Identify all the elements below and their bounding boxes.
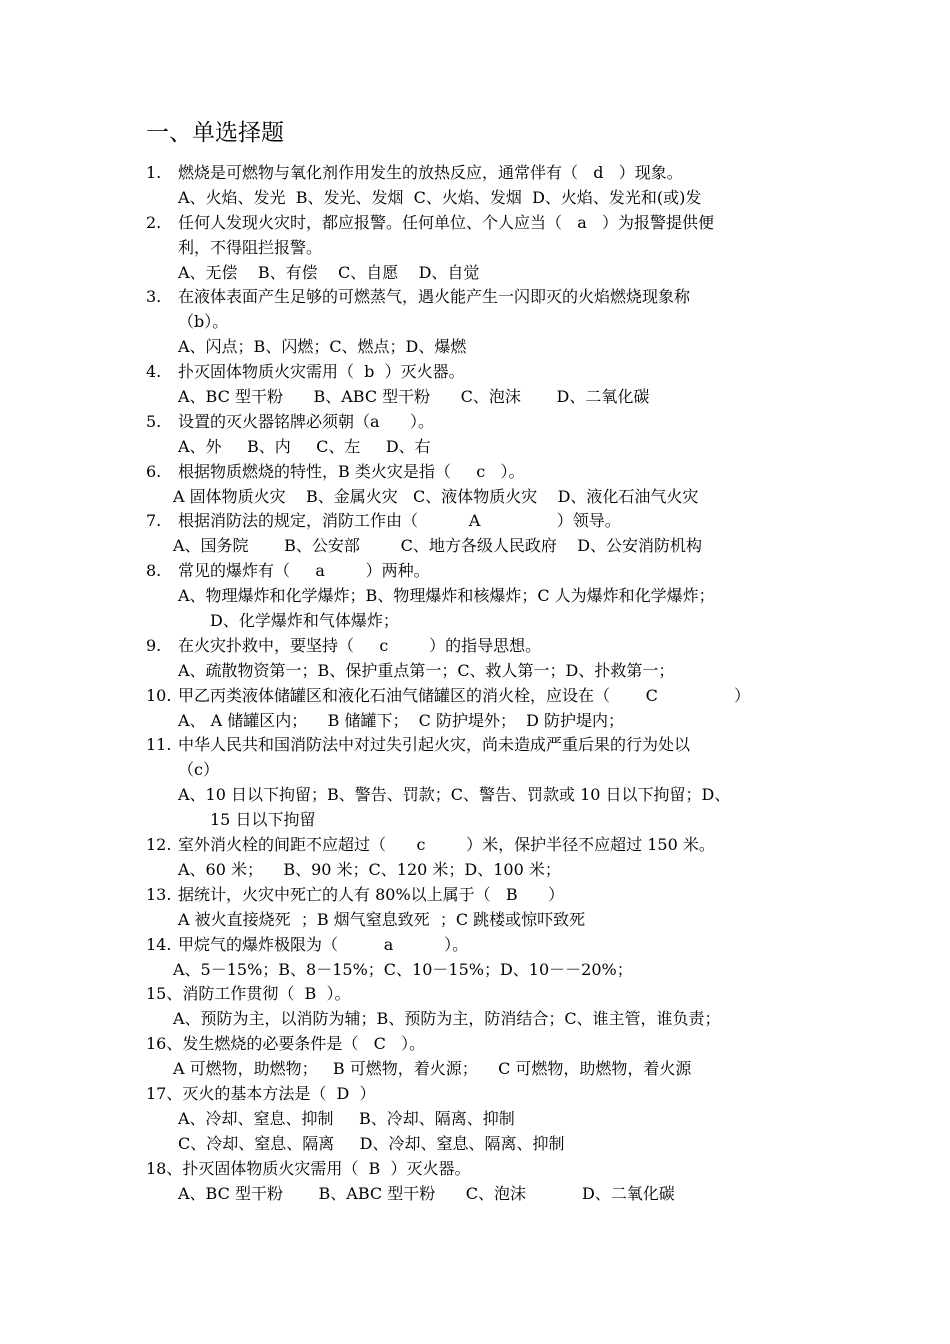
question-line [146, 211, 836, 236]
text-line [146, 310, 836, 335]
question-line [146, 410, 836, 435]
line-text: 扑灭固体物质火灾需用（ b ）灭火器。 [178, 362, 465, 382]
text-line [146, 1007, 836, 1032]
question-line [146, 933, 836, 958]
line-text: A、闪点；B、闪燃；C、燃点；D、爆燃 [178, 337, 467, 357]
question-number: 12. [146, 835, 172, 855]
text-line [146, 584, 836, 609]
text-line [146, 261, 836, 286]
section-title: 一、单选择题 [146, 120, 284, 146]
text-line [146, 958, 836, 983]
line-text: 燃烧是可燃物与氧化剂作用发生的放热反应，通常伴有（ d ）现象。 [178, 163, 683, 182]
text-line [146, 982, 836, 1007]
question-line [146, 509, 836, 534]
question-number: 8. [146, 561, 162, 581]
line-text: A、冷却、窒息、抑制 B、冷却、隔离、抑制 [178, 1108, 515, 1128]
line-text: A、BC 型干粉 B、ABC 型干粉 C、泡沫 D、二氧化碳 [178, 387, 650, 407]
text-line [146, 1132, 836, 1157]
text-line [146, 534, 836, 559]
text-line [146, 808, 836, 833]
line-text: 15、消防工作贯彻（ B ）。 [146, 984, 351, 1004]
line-text: C、冷却、窒息、隔离 D、冷却、窒息、隔离、抑制 [178, 1133, 565, 1153]
question-number: 10. [146, 685, 172, 705]
line-text: A、物理爆炸和化学爆炸；B、物理爆炸和核爆炸；C 人为爆炸和化学爆炸； [178, 586, 715, 606]
line-text: A、火焰、发光 B、发光、发烟 C、火焰、发烟 D、火焰、发光和(或)发 [178, 187, 702, 207]
line-text: 任何人发现火灾时，都应报警。任何单位、个人应当（ a ）为报警提供便 [178, 212, 715, 232]
line-text: 中华人民共和国消防法中对过失引起火灾，尚未造成严重后果的行为处以 [178, 735, 691, 755]
line-text: 在火灾扑救中，要坚持（ c ）的指导思想。 [178, 635, 542, 655]
text-line [146, 335, 836, 360]
line-text: 甲乙丙类液体储罐区和液化石油气储罐区的消火栓，应设在（ C ） [178, 685, 751, 705]
question-number: 4. [146, 362, 162, 382]
text-line [146, 485, 836, 510]
text-line [146, 858, 836, 883]
question-line [146, 360, 836, 385]
line-text: 根据消防法的规定，消防工作由（ A ）领导。 [178, 511, 621, 531]
line-text: A 固体物质火灾 B、金属火灾 C、液体物质火灾 D、液化石油气火灾 [173, 486, 699, 506]
text-line [146, 186, 836, 211]
text-line [146, 1082, 836, 1107]
question-line [146, 161, 836, 186]
text-line [146, 908, 836, 933]
line-text: A、BC 型干粉 B、ABC 型干粉 C、泡沫 D、二氧化碳 [178, 1183, 675, 1203]
question-line [146, 733, 836, 758]
line-text: 据统计，火灾中死亡的人有 80%以上属于（ B ） [178, 884, 565, 904]
question-number: 2. [146, 212, 162, 232]
text-line [146, 709, 836, 734]
text-line [146, 758, 836, 783]
question-number: 6. [146, 461, 162, 481]
line-text: 18、扑灭固体物质火灾需用（ B ）灭火器。 [146, 1158, 471, 1178]
text-line [146, 236, 836, 261]
text-line [146, 1182, 836, 1207]
line-text: 设置的灭火器铭牌必须朝（a ）。 [178, 411, 435, 431]
line-text: A 被火直接烧死 ；B 烟气窒息致死 ；C 跳楼或惊吓致死 [178, 909, 586, 929]
text-line [146, 385, 836, 410]
line-text: 根据物质燃烧的特性，B 类火灾是指（ c ）。 [178, 461, 525, 481]
line-text: 甲烷气的爆炸极限为（ a ）。 [178, 934, 469, 954]
question-number: 3. [146, 287, 162, 307]
text-line [146, 1107, 836, 1132]
text-line [146, 783, 836, 808]
line-text: 在液体表面产生足够的可燃蒸气，遇火能产生一闪即灭的火焰燃烧现象称 [178, 287, 691, 307]
line-text: A、预防为主，以消防为辅；B、预防为主，防消结合；C、谁主管，谁负责； [173, 1009, 721, 1029]
question-number: 5. [146, 411, 162, 431]
line-text: （c） [178, 760, 219, 780]
line-text: D、化学爆炸和气体爆炸； [210, 611, 399, 631]
line-text: 利，不得阻拦报警。 [178, 237, 323, 257]
text-line [146, 659, 836, 684]
text-line [146, 435, 836, 460]
line-text: A、5－15%；B、8－15%；C、10－15%；D、10－－20%； [173, 959, 633, 979]
line-text: 常见的爆炸有（ a ）两种。 [178, 561, 430, 581]
question-line [146, 833, 836, 858]
line-text: （b）。 [178, 312, 229, 332]
line-text: A、无偿 B、有偿 C、自愿 D、自觉 [178, 262, 480, 282]
text-line [146, 1057, 836, 1082]
line-text: A 可燃物，助燃物； B 可燃物，着火源； C 可燃物，助燃物，着火源 [173, 1059, 692, 1079]
question-line [146, 559, 836, 584]
question-number: 7. [146, 511, 162, 531]
question-line [146, 883, 836, 908]
question-number: 11. [146, 735, 172, 755]
question-line [146, 460, 836, 485]
question-line [146, 684, 836, 709]
text-line [146, 609, 836, 634]
text-line [146, 1157, 836, 1182]
line-text: 17、灭火的基本方法是（ D ） [146, 1083, 376, 1103]
question-number: 9. [146, 635, 162, 655]
line-text: A、疏散物资第一；B、保护重点第一；C、救人第一；D、扑救第一； [178, 660, 675, 680]
question-number: 13. [146, 884, 172, 904]
line-text: 室外消火栓的间距不应超过（ c ）米，保护半径不应超过 150 米。 [178, 835, 715, 855]
line-text: A、国务院 B、公安部 C、地方各级人民政府 D、公安消防机构 [173, 536, 703, 556]
text-line [146, 1032, 836, 1057]
question-number: 14. [146, 934, 172, 954]
question-line [146, 634, 836, 659]
line-text: 16、发生燃烧的必要条件是（ C ）。 [146, 1034, 426, 1054]
question-list [146, 161, 836, 1206]
question-line [146, 285, 836, 310]
line-text: 15 日以下拘留 [210, 810, 316, 830]
line-text: A、60 米； B、90 米；C、120 米；D、100 米； [178, 859, 561, 879]
line-text: A、10 日以下拘留；B、警告、罚款；C、警告、罚款或 10 日以下拘留；D、 [178, 785, 731, 805]
line-text: A、 A 储罐区内； B 储罐下； C 防护堤外； D 防护堤内； [178, 710, 625, 730]
line-text: A、外 B、内 C、左 D、右 [178, 436, 431, 456]
question-number: 1. [146, 163, 162, 182]
